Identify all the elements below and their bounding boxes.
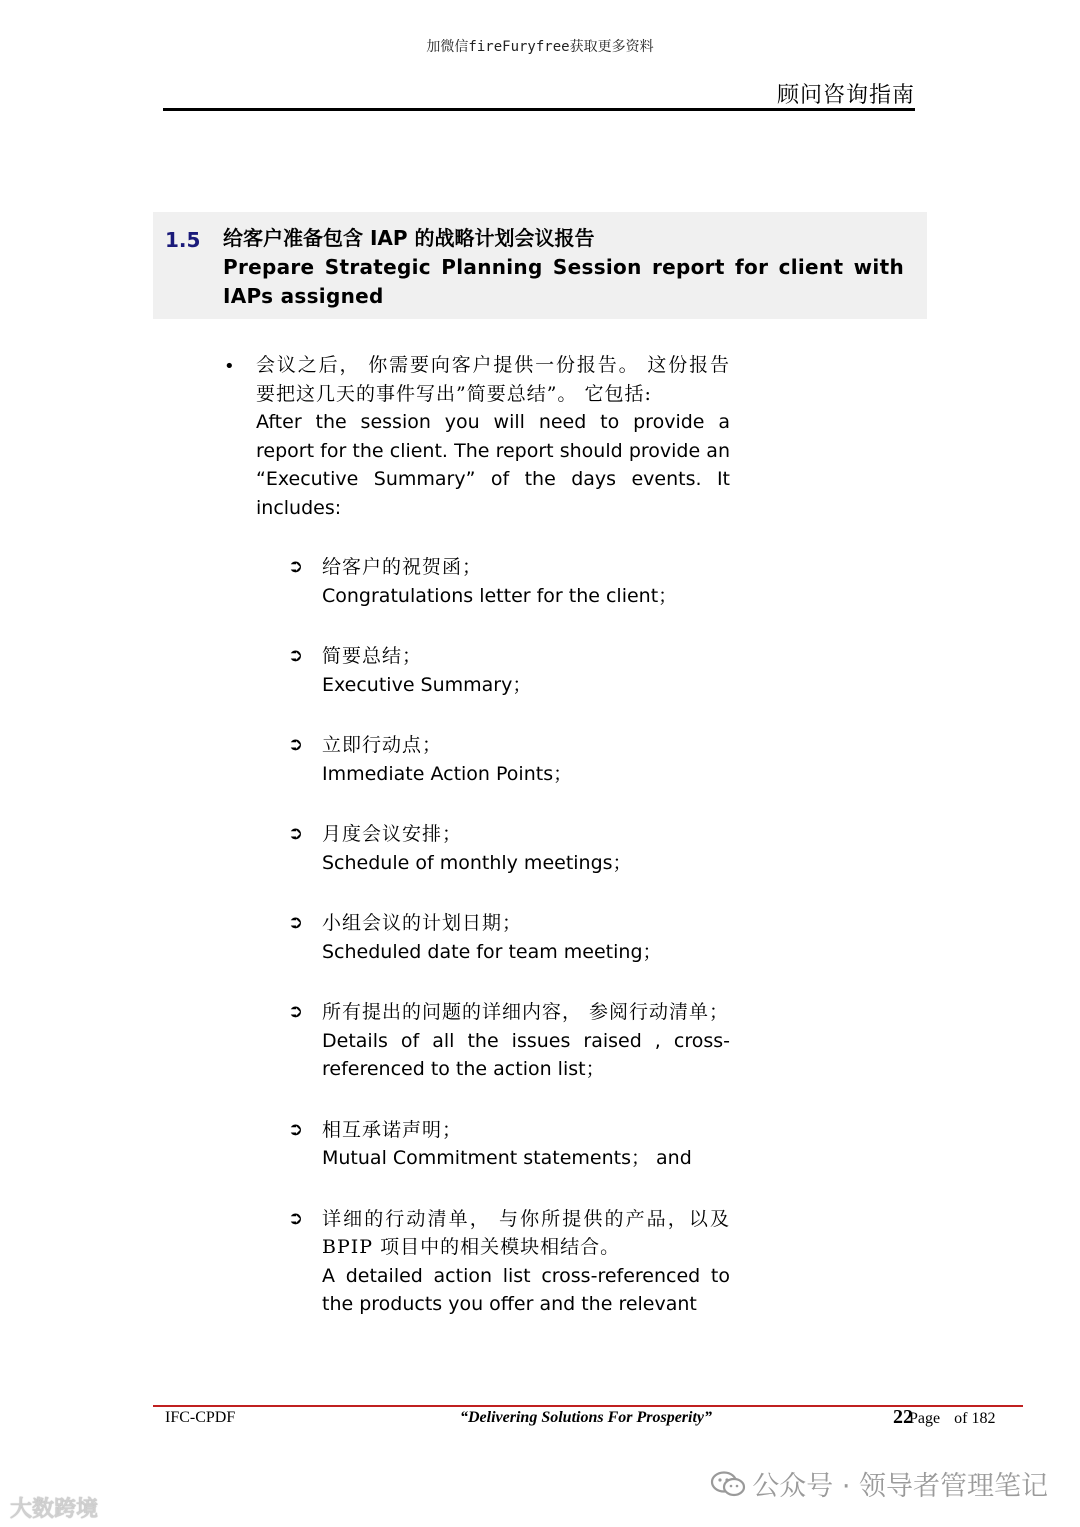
list-item — [288, 642, 730, 699]
page-total: of 182 — [954, 1410, 996, 1427]
item-cn: 小组会议的计划日期； — [322, 912, 523, 934]
list-item — [288, 820, 730, 877]
section-title-en: Prepare Strategic Planning Session report for client with IAPs assigned — [223, 255, 904, 308]
arrow-icon: ➲ — [288, 1207, 304, 1229]
top-note: 加微信fireFuryfree获取更多资料 — [426, 39, 654, 55]
page-label: Page — [909, 1410, 941, 1427]
list-item — [288, 909, 730, 966]
item-cn: 给客户的祝贺函； — [322, 556, 483, 578]
section-title-cn: 给客户准备包含 IAP 的战略计划会议报告 — [223, 226, 595, 250]
watermark-right-text: 公众号 · 领导者管理笔记 — [752, 1471, 1048, 1502]
section-number: 1.5 — [165, 228, 201, 252]
arrow-icon: ➲ — [288, 645, 304, 666]
list-item — [288, 1205, 730, 1319]
item-cn: 立即行动点； — [322, 734, 443, 756]
arrow-icon: ➲ — [288, 1001, 304, 1022]
section-title — [223, 224, 904, 311]
arrow-icon: ➲ — [288, 1118, 304, 1140]
footer-slogan: “Delivering Solutions For Prosperity” — [460, 1409, 713, 1426]
intro-cn: 会议之后， 你需要向客户提供一份报告。 这份报告要把这几天的事件写出”简要总结”。 它包括: — [256, 354, 730, 405]
item-list — [288, 553, 730, 1351]
list-item — [288, 553, 730, 610]
item-en: Mutual Commitment statements； and — [322, 1147, 692, 1169]
arrow-icon: ➲ — [288, 556, 304, 577]
item-en: Executive Summary； — [322, 673, 532, 696]
list-item — [288, 998, 730, 1084]
item-en: Scheduled date for team meeting； — [322, 940, 662, 963]
item-cn: 相互承诺声明； — [322, 1118, 463, 1141]
item-cn: 详细的行动清单， 与你所提供的产品，以及 BPIP 项目中的相关模块相结合。 — [322, 1207, 730, 1258]
header-rule — [163, 108, 915, 111]
page-number: 22 — [893, 1406, 913, 1428]
intro-paragraph — [256, 351, 730, 522]
footer-pagination — [893, 1406, 995, 1429]
bullet-icon: • — [224, 356, 235, 377]
item-en: Congratulations letter for the client； — [322, 584, 678, 607]
item-en: Details of all the issues raised , cross-referenced to the action list； — [322, 1029, 730, 1080]
document-title: 顾问咨询指南 — [776, 83, 915, 108]
wechat-icon — [710, 1471, 746, 1497]
watermark-right — [710, 1464, 1048, 1503]
list-item — [288, 731, 730, 788]
watermark-left: 大数跨境 — [10, 1497, 99, 1522]
list-item — [288, 1116, 730, 1173]
footer-doc-code: IFC-CPDF — [165, 1409, 236, 1426]
item-cn: 月度会议安排； — [322, 823, 463, 845]
item-en: Immediate Action Points； — [322, 762, 573, 785]
item-en: Schedule of monthly meetings； — [322, 851, 632, 874]
item-cn: 简要总结； — [322, 645, 423, 667]
arrow-icon: ➲ — [288, 734, 304, 755]
item-en: A detailed action list cross-referenced to the products you offer and the relevant — [322, 1264, 730, 1315]
item-cn: 所有提出的问题的详细内容， 参阅行动清单； — [322, 1001, 730, 1023]
arrow-icon: ➲ — [288, 823, 304, 844]
arrow-icon: ➲ — [288, 912, 304, 933]
intro-en: After the session you will need to provide a report for the client. The report should provide an “Executive Summary” of the days events. It includes: — [256, 411, 730, 519]
